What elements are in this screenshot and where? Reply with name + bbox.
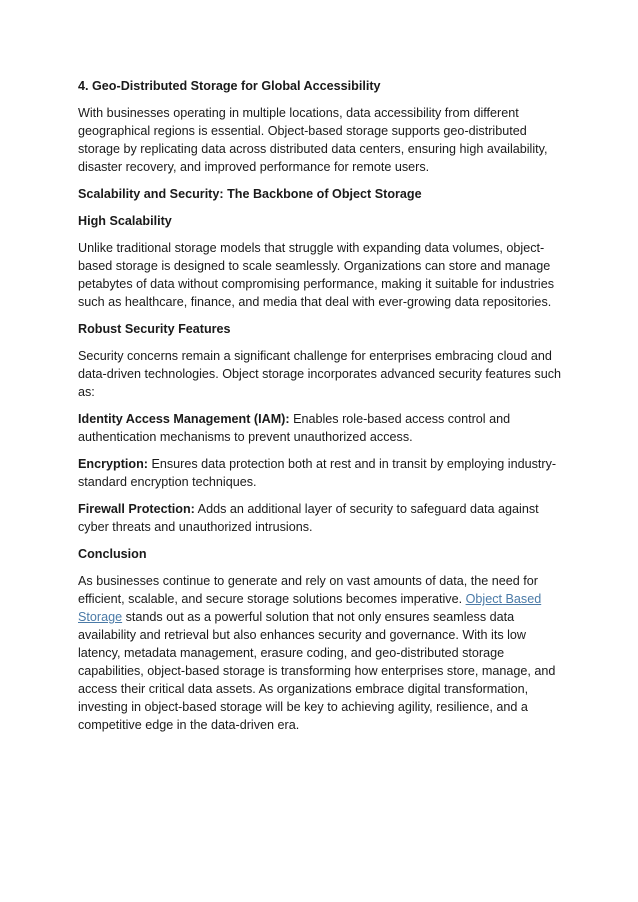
paragraph-line: petabytes of data without compromising performance, making it suitable for industries	[78, 277, 554, 291]
paragraph-line: latency, metadata management, erasure coding, and geo-distributed storage	[78, 646, 505, 660]
encryption-label: Encryption:	[78, 457, 148, 471]
robust-security-heading: Robust Security Features	[78, 322, 231, 336]
geo-distributed-paragraph	[78, 104, 578, 176]
robust-security-paragraph	[78, 347, 578, 401]
paragraph-line: As businesses continue to generate and rely on vast amounts of data, the need for	[78, 574, 538, 588]
firewall-text: Adds an additional layer of security to safeguard data against	[194, 502, 539, 516]
paragraph-line: investing in object-based storage will be key to achieving agility, resilience, and a	[78, 700, 528, 714]
paragraph-line: storage by replicating data across distributed data centers, ensuring high availability,	[78, 142, 548, 156]
firewall-label: Firewall Protection:	[78, 502, 195, 516]
paragraph-line: data-driven technologies. Object storage incorporates advanced security features such	[78, 367, 562, 381]
iam-feature	[78, 410, 578, 446]
encryption-text-continued: standard encryption techniques.	[78, 475, 257, 489]
paragraph-line: access their critical data assets. As organizations embrace digital transformation,	[78, 682, 529, 696]
object-based-storage-link[interactable]: Object Based	[465, 592, 542, 606]
paragraph-line: availability and retrieval but also enhances security and governance. With its low	[78, 628, 527, 642]
paragraph-text: stands out as a powerful solution that not only ensures seamless data	[122, 610, 515, 624]
firewall-feature	[78, 500, 578, 536]
paragraph-line: capabilities, object-based storage is transforming how enterprises store, manage, and	[78, 664, 556, 678]
paragraph-line: Unlike traditional storage models that struggle with expanding data volumes, object-	[78, 241, 545, 255]
firewall-text-continued: cyber threats and unauthorized intrusions.	[78, 520, 313, 534]
scalability-security-heading: Scalability and Security: The Backbone of Object Storage	[78, 187, 422, 201]
iam-text-continued: authentication mechanisms to prevent unauthorized access.	[78, 430, 413, 444]
paragraph-line: Security concerns remain a significant challenge for enterprises embracing cloud and	[78, 349, 552, 363]
paragraph-line: geographical regions is essential. Object-based storage supports geo-distributed	[78, 124, 527, 138]
paragraph-line: such as healthcare, finance, and media that deal with ever-growing data repositories.	[78, 295, 552, 309]
iam-label: Identity Access Management (IAM):	[78, 412, 290, 426]
conclusion-paragraph	[78, 572, 578, 734]
high-scalability-paragraph	[78, 239, 578, 311]
paragraph-text: efficient, scalable, and secure storage solutions becomes imperative.	[78, 592, 466, 606]
paragraph-line: With businesses operating in multiple locations, data accessibility from different	[78, 106, 519, 120]
geo-distributed-heading: 4. Geo-Distributed Storage for Global Accessibility	[78, 79, 381, 93]
object-based-storage-link-continued[interactable]: Storage	[78, 610, 123, 624]
encryption-feature	[78, 455, 578, 491]
paragraph-line: based storage is designed to scale seamlessly. Organizations can store and manage	[78, 259, 551, 273]
conclusion-heading: Conclusion	[78, 547, 147, 561]
iam-text: Enables role-based access control and	[289, 412, 511, 426]
paragraph-line: competitive edge in the data-driven era.	[78, 718, 300, 732]
encryption-text: Ensures data protection both at rest and in transit by employing industry-	[147, 457, 557, 471]
paragraph-line: disaster recovery, and improved performance for remote users.	[78, 160, 430, 174]
paragraph-line: as:	[78, 385, 95, 399]
high-scalability-heading: High Scalability	[78, 214, 172, 228]
